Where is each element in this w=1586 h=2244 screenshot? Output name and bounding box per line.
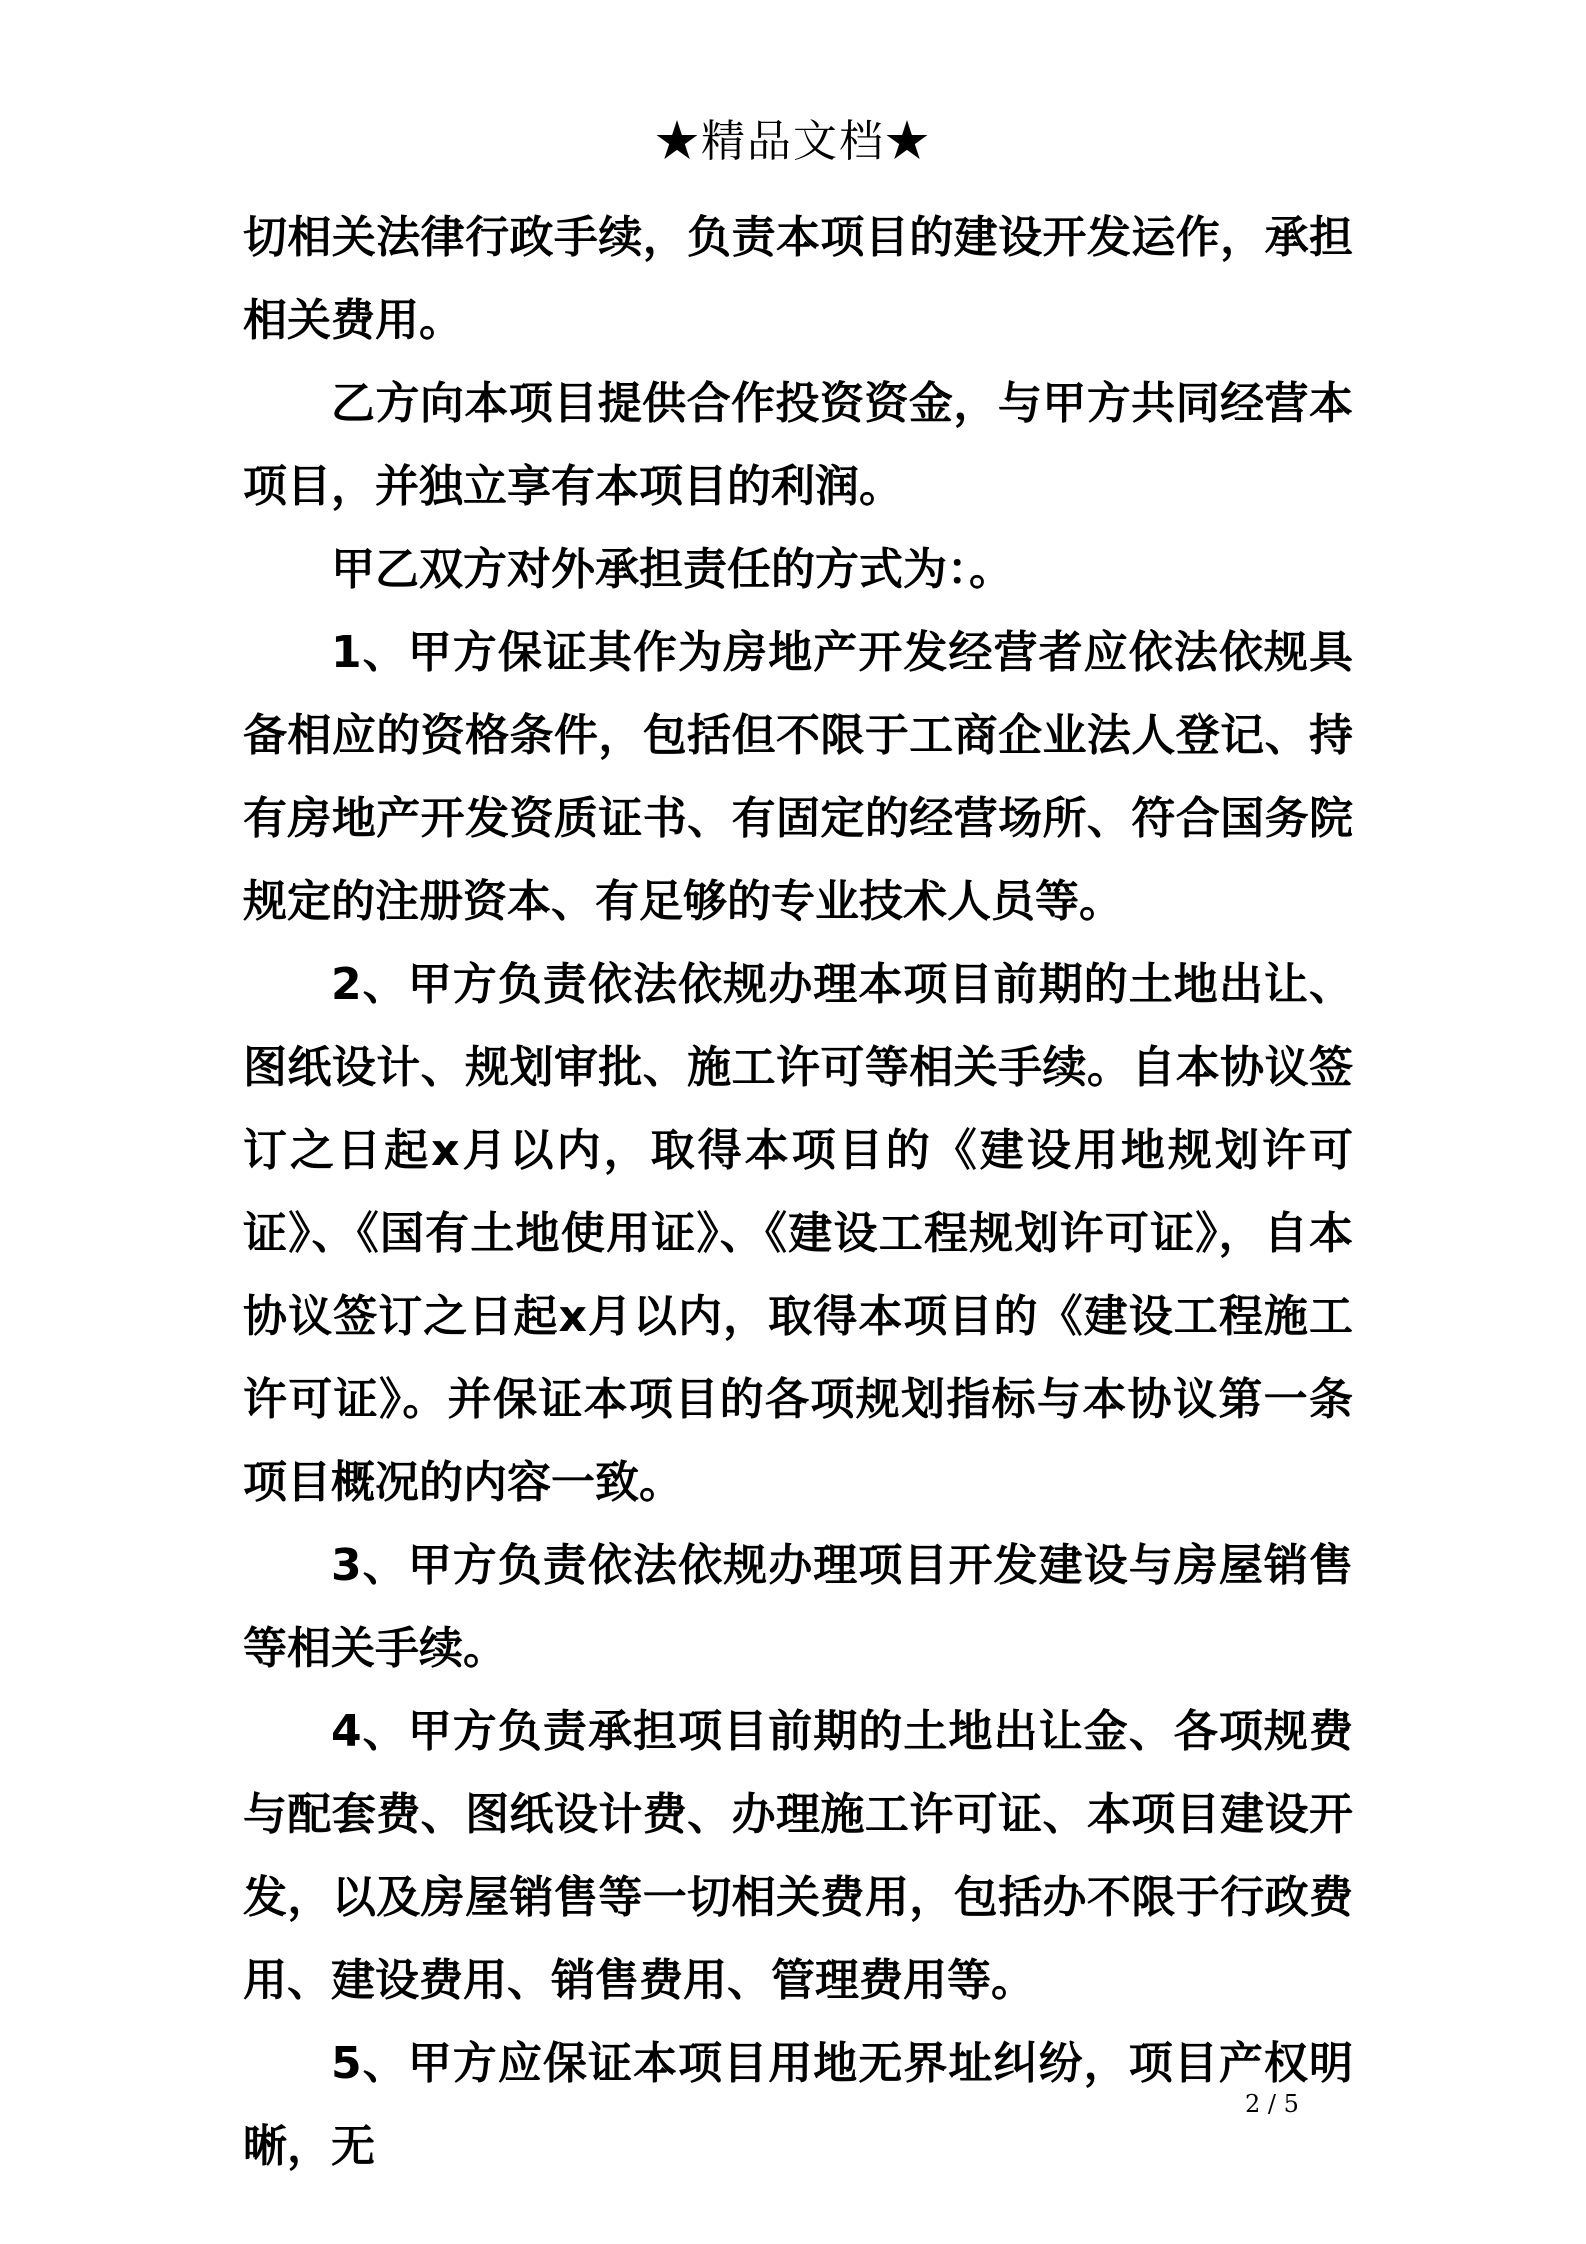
document-body xyxy=(243,196,1353,2188)
paragraph-clause-5: 5、甲方应保证本项目用地无界址纠纷，项目产权明晰，无 xyxy=(243,2038,1353,2172)
paragraph-clause-4: 4、甲方负责承担项目前期的土地出让金、各项规费与配套费、图纸设计费、办理施工许可证、本项目建设开发，以及房屋销售等一切相关费用，包括办不限于行政费用、建设费用、销售费用、管理费用等。 xyxy=(243,1706,1353,2006)
page-header-title: ★精品文档★ xyxy=(655,116,931,167)
paragraph-clause-2: 2、甲方负责依法依规办理本项目前期的土地出让、图纸设计、规划审批、施工许可等相关手续。自本协议签订之日起x月以内，取得本项目的《建设用地规划许可证》、《国有土地使用证》、《建设工程规划许可证》，自本协议签订之日起x月以内，取得本项目的《建设工程施工许可证》。并保证本项目的各项规划指标与本协议第一条项目概况的内容一致。 xyxy=(243,959,1353,1508)
paragraph-liability-intro: 甲乙双方对外承担责任的方式为：。 xyxy=(331,544,1013,595)
page-number: 2 / 5 xyxy=(1245,2090,1299,2118)
paragraph-clause-3: 3、甲方负责依法依规办理项目开发建设与房屋销售等相关手续。 xyxy=(243,1540,1353,1674)
paragraph-party-b-investment: 乙方向本项目提供合作投资资金，与甲方共同经营本项目，并独立享有本项目的利润。 xyxy=(243,378,1353,512)
paragraph-clause-1: 1、甲方保证其作为房地产开发经营者应依法依规具备相应的资格条件，包括但不限于工商企业法人登记、持有房地产开发资质证书、有固定的经营场所、符合国务院规定的注册资本、有足够的专业技术人员等。 xyxy=(243,627,1353,927)
paragraph-continuation: 切相关法律行政手续，负责本项目的建设开发运作，承担相关费用。 xyxy=(243,212,1353,346)
